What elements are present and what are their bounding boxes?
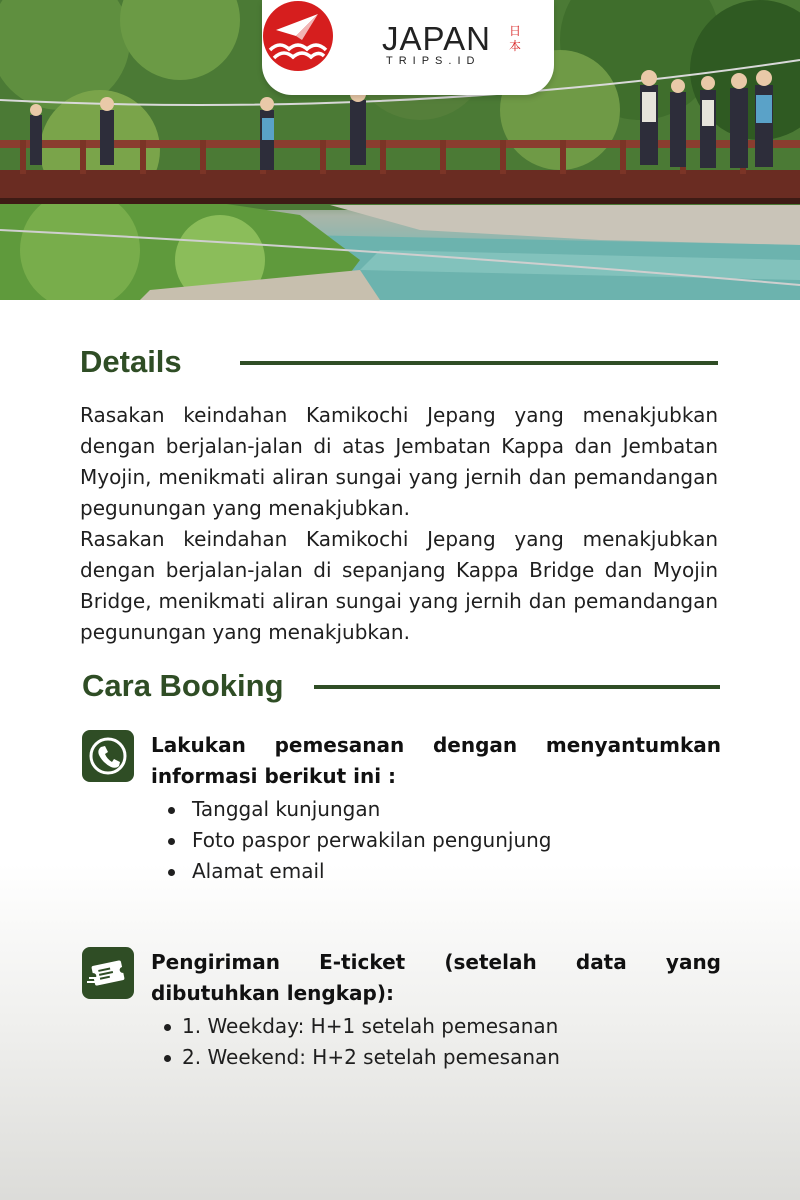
- brand-name: JAPAN: [382, 20, 491, 57]
- booking-step-list: [166, 794, 726, 887]
- booking-heading-rule: [314, 685, 720, 689]
- details-paragraph: Rasakan keindahan Kamikochi Jepang yang menakjubkan dengan berjalan-jalan di atas Jembatan Kappa dan Jembatan Myojin, menikmati aliran sungai yang jernih dan pemandangan pegunungan yang menakjubkan.: [80, 403, 718, 520]
- brand-kanji: 日本: [508, 24, 521, 53]
- brand-subtitle: TRIPS.ID: [386, 55, 481, 67]
- booking-heading: Cara Booking: [82, 668, 284, 703]
- list-item: Foto paspor perwakilan pengunjung: [166, 825, 726, 856]
- details-paragraph: Rasakan keindahan Kamikochi Jepang yang menakjubkan dengan berjalan-jalan di sepanjang Kappa Bridge dan Myojin Bridge, menikmati aliran sungai yang jernih dan pemandangan pegunungan yang menakjubkan.: [80, 527, 718, 644]
- booking-step-title: Lakukan pemesanan dengan menyantumkan informasi berikut ini :: [151, 733, 721, 788]
- booking-step-list: [162, 1011, 722, 1073]
- phone-icon: [82, 730, 134, 782]
- hero-photo: [0, 0, 800, 300]
- list-item: 2. Weekend: H+2 setelah pemesanan: [162, 1042, 722, 1073]
- details-heading: Details: [80, 344, 182, 379]
- booking-step-title: Pengiriman E-ticket (setelah data yang dibutuhkan lengkap):: [151, 950, 721, 1005]
- ticket-icon: [82, 947, 134, 999]
- list-item: 1. Weekday: H+1 setelah pemesanan: [162, 1011, 722, 1042]
- details-description: [80, 400, 718, 648]
- list-item: Tanggal kunjungan: [166, 794, 726, 825]
- brand-logo: [262, 0, 554, 95]
- details-heading-rule: [240, 361, 718, 365]
- logo-emblem-icon: [262, 0, 334, 72]
- list-item: Alamat email: [166, 856, 726, 887]
